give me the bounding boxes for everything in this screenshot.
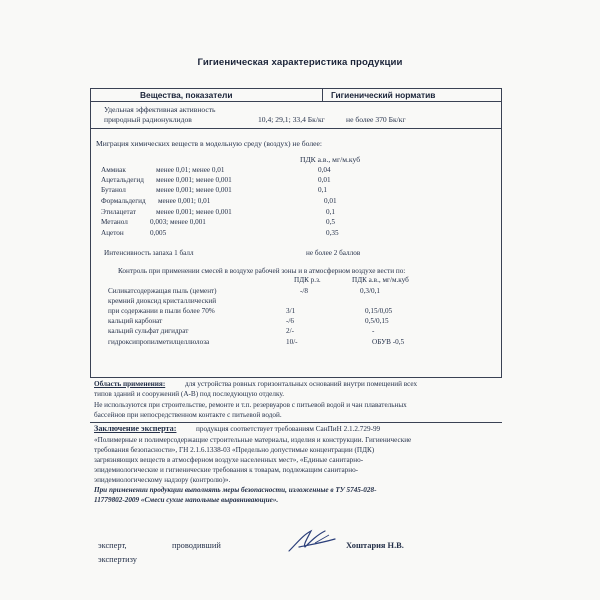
control-rz: 10/-	[286, 338, 298, 346]
control-av: -	[372, 327, 375, 335]
column-header-substances: Вещества, показатели	[140, 90, 233, 100]
control-rz: 2/-	[286, 327, 294, 335]
substance-norm: 0,04	[318, 166, 331, 174]
activity-norm: не более 370 Бк/кг	[346, 115, 406, 124]
application-area-line3: Не используются при строительстве, ремонте и т.п. резервуаров с питьевой водой и чан плавательных	[94, 401, 407, 409]
substance-value: менее 0,001; 0,01	[158, 197, 211, 205]
control-name: Силикатсодержащая пыль (цемент)	[108, 287, 217, 295]
application-area-line4: бассейнов при непосредственном контакте с питьевой водой.	[94, 411, 282, 419]
substance-name: Бутанол	[101, 186, 126, 194]
pdk-header: ПДК а.в., мг/м.куб	[300, 155, 361, 164]
substance-name: Этилацетат	[101, 208, 136, 216]
activity-label-line2: природный радионуклидов	[104, 115, 192, 124]
application-area-line1: для устройства ровных горизонтальных оснований внутри помещений всех	[185, 380, 418, 388]
conclusion-line4: загрязняющих веществ в атмосферном воздухе населенных мест», «Единые санитарно-	[94, 456, 364, 464]
control-av: 0,15/0,05	[365, 307, 393, 315]
control-av: 0,3/0,1	[360, 287, 380, 295]
substance-norm: 0,1	[318, 186, 327, 194]
signature-conducted: проводивший	[172, 541, 221, 550]
application-area-line2: типов зданий и сооружений (А-В) под последующую отделку.	[94, 390, 285, 398]
conclusion-line3: требования безопасности», ГН 2.1.6.1338-03 «Предельно допустимые концентрации (ПДК)	[94, 446, 375, 454]
substance-norm: 0,5	[326, 218, 335, 226]
control-rz: 3/1	[286, 307, 296, 315]
substance-norm: 0,1	[326, 208, 335, 216]
odor-intensity: Интенсивность запаха 1 балл	[104, 249, 194, 257]
substance-norm: 0,01	[324, 197, 337, 205]
control-name: кальций сульфат дигидрат	[108, 327, 189, 335]
substance-name: Формальдегид	[101, 197, 146, 205]
substance-name: Метанол	[101, 218, 128, 226]
substance-value: менее 0,001; менее 0,001	[156, 208, 232, 216]
substance-value: менее 0,001; менее 0,001	[156, 176, 232, 184]
substance-value: менее 0,001; менее 0,001	[156, 186, 232, 194]
conclusion-line1: продукция соответствует требованиям СанПиН 2.1.2.729-99	[196, 425, 381, 433]
substance-value: 0,005	[150, 229, 167, 237]
signature-expertise: экспертизу	[98, 555, 137, 564]
activity-divider	[90, 128, 502, 129]
conclusion-line6: эпидемиологическому надзору (контролю)».	[94, 476, 231, 484]
control-rz: -/8	[300, 287, 308, 295]
migration-heading: Миграция химических веществ в модельную среду (воздух) не более:	[96, 139, 322, 148]
control-name: кальций карбонат	[108, 317, 163, 325]
safety-note-line2: 11779802-2009 «Смеси сухие напольные выравнивающие».	[94, 496, 279, 504]
activity-label-line1: Удельная эффективная активность	[104, 105, 216, 114]
control-av: ОБУВ -0,5	[372, 338, 405, 346]
substance-norm: 0,01	[318, 176, 331, 184]
control-av: 0,5/0,15	[365, 317, 389, 325]
expert-name: Хоштария Н.В.	[346, 541, 404, 550]
signature-expert: эксперт,	[98, 541, 127, 550]
table-header-divider	[322, 88, 323, 102]
substance-value: менее 0,01; менее 0,01	[156, 166, 225, 174]
pdk-rz-header: ПДК р.з.	[294, 276, 321, 284]
control-name: при содержании в пыли более 70%	[108, 307, 215, 315]
conclusion-line2: «Полимерные и полимерсодержащие строительные материалы, изделия и конструкции. Гигиенические	[94, 436, 412, 444]
conclusion-line5: эпидемиологические и гигиенические требования к товарам, подлежащим санитарно-	[94, 466, 359, 474]
control-rz: -/6	[286, 317, 294, 325]
document-title: Гигиеническая характеристика продукции	[197, 57, 403, 68]
control-name: гидроксипропилметилцеллюлоза	[108, 338, 210, 346]
application-area-label: Область применения:	[94, 380, 166, 388]
control-heading: Контроль при применении смесей в воздухе рабочей зоны и в атмосферном воздухе вести по:	[118, 267, 406, 275]
conclusion-label: Заключение эксперта:	[94, 424, 177, 433]
area-bottom-line	[90, 422, 502, 423]
safety-note-line1: При применении продукции выполнять меры безопасности, изложенные в ТУ 5745-028-	[94, 486, 377, 494]
substance-name: Аммиак	[101, 166, 126, 174]
handwritten-signature	[285, 525, 345, 557]
substance-value: 0,003; менее 0,001	[150, 218, 206, 226]
substance-name: Ацетон	[101, 229, 124, 237]
odor-norm: не более 2 баллов	[306, 249, 361, 257]
activity-value: 10,4; 29,1; 33,4 Бк/кг	[258, 115, 325, 124]
pdk-av-header: ПДК а.в., мг/м.куб	[352, 276, 409, 284]
substance-name: Ацетальдегид	[101, 176, 144, 184]
substance-norm: 0,35	[326, 229, 339, 237]
column-header-norm: Гигиенический норматив	[331, 90, 436, 100]
control-name: кремний диоксид кристаллический	[108, 297, 217, 305]
